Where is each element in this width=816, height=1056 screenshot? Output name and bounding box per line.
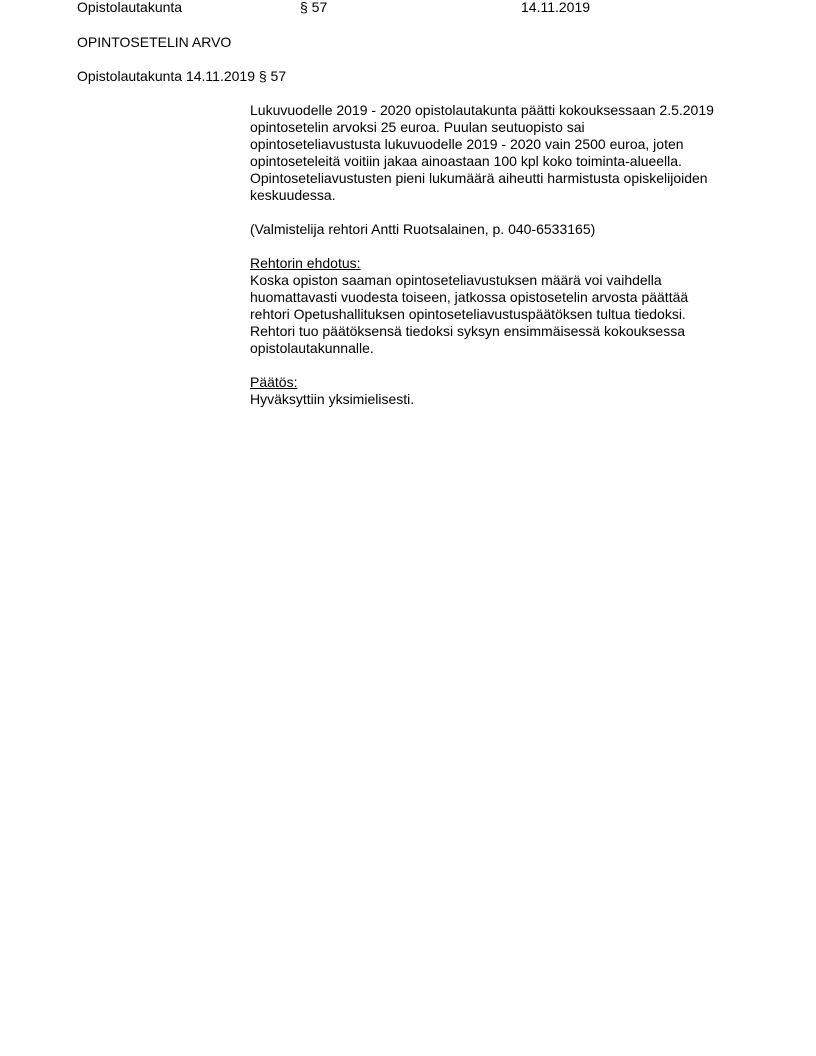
proposal-line: Koska opiston saaman opintoseteliavustuksen määrä voi vaihdella [250,272,662,288]
paragraph-gap [250,204,750,221]
proposal-line: huomattavasti vuodesta toiseen, jatkossa opistosetelin arvosta päättää [250,289,689,305]
header-date: 14.11.2019 [521,0,591,15]
proposal-line: Rehtori tuo päätöksensä tiedoksi syksyn ensimmäisessä kokouksessa [250,323,685,339]
proposal-section [250,255,750,357]
background-line: opintosetelin arvoksi 25 euroa. Puulan seutuopisto sai [250,119,585,135]
proposal-line: opistolautakunnalle. [250,340,374,356]
decision-heading: Päätös: [250,374,298,390]
header-section-number: § 57 [300,0,328,15]
decision-section [250,374,750,408]
meeting-reference: Opistolautakunta 14.11.2019 § 57 [77,68,287,84]
decision-text: Hyväksyttiin yksimielisesti. [250,391,415,407]
body-column [250,102,750,408]
preparer-note: (Valmistelija rehtori Antti Ruotsalainen, p. 040-6533165) [250,221,596,237]
document-title: OPINTOSETELIN ARVO [77,34,232,50]
background-line: opintoseteliavustusta lukuvuodelle 2019 - 2020 vain 2500 euroa, joten [250,136,684,152]
background-paragraph [250,102,750,204]
background-line: keskuudessa. [250,187,336,203]
header-organization: Opistolautakunta [77,0,183,15]
background-line: opintoseteleitä voitiin jakaa ainoastaan 100 kpl koko toiminta-alueella. [250,153,682,169]
paragraph-gap [250,238,750,255]
proposal-heading: Rehtorin ehdotus: [250,255,361,271]
proposal-line: rehtori Opetushallituksen opintoseteliavustuspäätöksen tultua tiedoksi. [250,306,686,322]
background-line: Lukuvuodelle 2019 - 2020 opistolautakunta päätti kokouksessaan 2.5.2019 [250,102,714,118]
paragraph-gap [250,357,750,374]
background-line: Opintoseteliavustusten pieni lukumäärä aiheutti harmistusta opiskelijoiden [250,170,708,186]
